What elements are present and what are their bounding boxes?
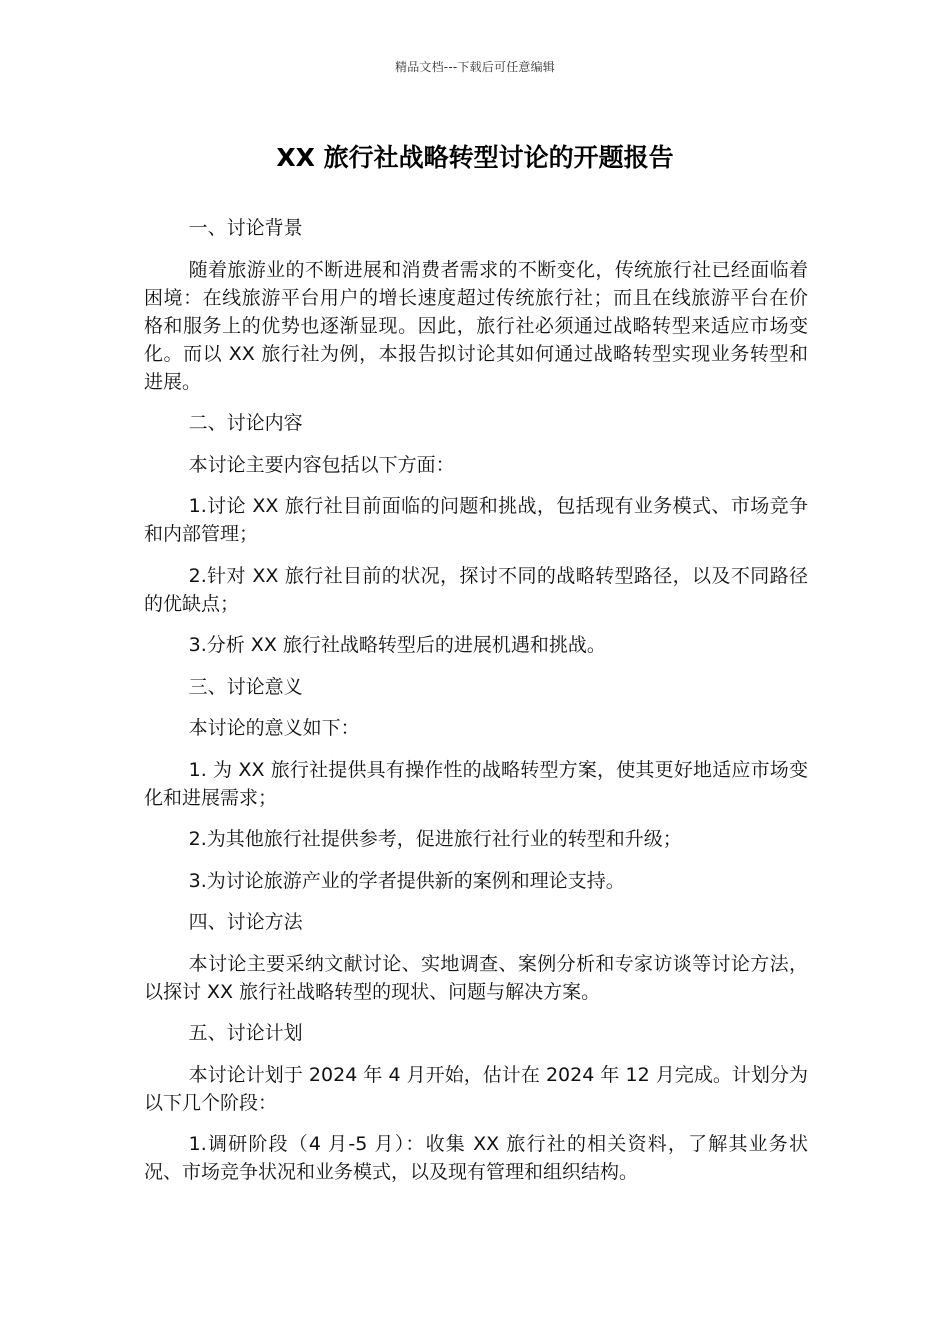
paragraph-plan-intro: 本讨论计划于 2024 年 4 月开始，估计在 2024 年 12 月完成。计划分为以下几个阶段： <box>144 1063 808 1114</box>
list-item-content-1: 1.讨论 XX 旅行社目前面临的问题和挑战，包括现有业务模式、市场竞争和内部管理； <box>144 495 808 545</box>
section-heading-significance: 三、讨论意义 <box>188 675 303 698</box>
list-item-content-3: 3.分析 XX 旅行社战略转型后的进展机遇和挑战。 <box>188 634 606 656</box>
section-heading-plan: 五、讨论计划 <box>188 1022 303 1044</box>
paragraph-method: 本讨论主要采纳文献讨论、实地调查、案例分析和专家访谈等讨论方法，以探讨 XX 旅行社战略转型的现状、问题与解决方案。 <box>144 952 808 1003</box>
list-item-plan-1: 1.调研阶段（4 月-5 月）：收集 XX 旅行社的相关资料，了解其业务状况、市场竞争状况和业务模式，以及现有管理和组织结构。 <box>144 1133 808 1183</box>
paragraph-significance-intro: 本讨论的意义如下： <box>188 717 360 739</box>
section-heading-content: 二、讨论内容 <box>188 412 303 434</box>
list-item-significance-3: 3.为讨论旅游产业的学者提供新的案例和理论支持。 <box>188 869 625 892</box>
section-heading-background: 一、讨论背景 <box>188 217 303 239</box>
header-note: 精品文档---下载后可任意编辑 <box>395 60 555 74</box>
paragraph-background: 随着旅游业的不断进展和消费者需求的不断变化，传统旅行社已经面临着困境：在线旅游平台用户的增长速度超过传统旅行社；而且在线旅游平台在价格和服务上的优势也逐渐显现。因此，旅行社必须通过战略转型来适应市场变化。而以 XX 旅行社为例，本报告拟讨论其如何通过战略转型实现业务转型和进展。 <box>144 258 808 393</box>
list-item-significance-2: 2.为其他旅行社提供参考，促进旅行社行业的转型和升级； <box>188 828 682 850</box>
paragraph-content-intro: 本讨论主要内容包括以下方面： <box>188 453 455 476</box>
section-heading-method: 四、讨论方法 <box>188 911 303 933</box>
document-body <box>144 214 808 1200</box>
list-item-significance-1: 1. 为 XX 旅行社提供具有操作性的战略转型方案，使其更好地适应市场变化和进展需求； <box>144 758 808 809</box>
list-item-content-2: 2.针对 XX 旅行社目前的状况，探讨不同的战略转型路径，以及不同路径的优缺点； <box>144 564 808 615</box>
document-title: XX 旅行社战略转型讨论的开题报告 <box>276 143 674 172</box>
